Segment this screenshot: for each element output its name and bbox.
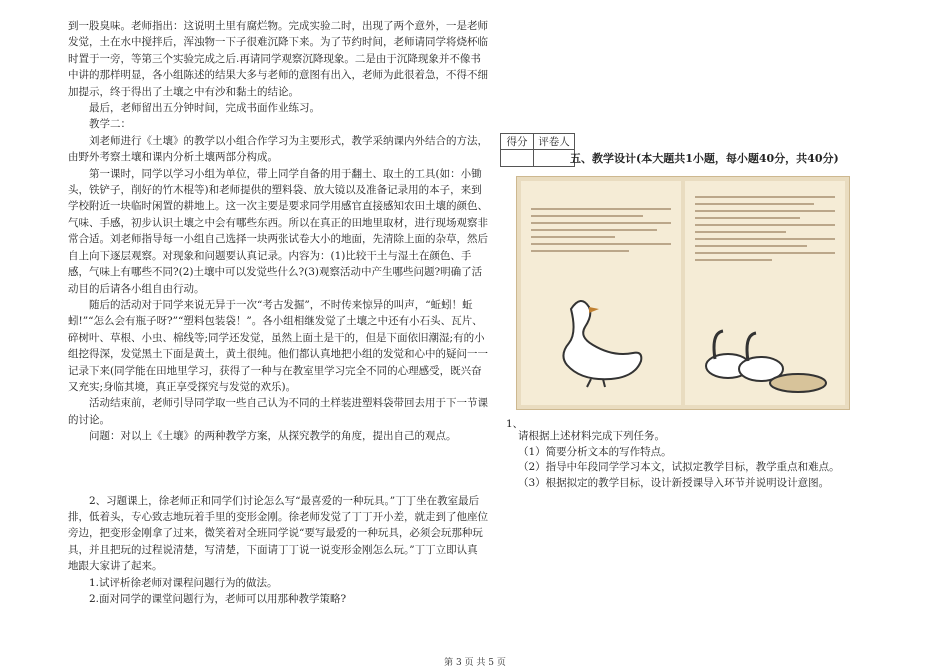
- paragraph-activity-end: 活动结束前，老师引导同学取一些自己认为不同的土样装进塑料袋带回去用于下一节课的讨论。: [68, 397, 488, 426]
- paragraph-final: 最后，老师留出五分钟时间，完成书面作业练习。: [89, 102, 320, 115]
- paragraph-question-two: 2、习题课上，徐老师正和同学们讨论怎么写“最喜爱的一种玩具。”丁丁坐在教室最后排，低着头，专心致志地玩着手里的变形金刚。徐老师发觉了丁丁开小差，就走到了他座位旁边，把变形金刚拿了过来，微笑着对全班同学说“要写最爱的一种玩具，必须会玩那种玩具，并且把玩的过程说清楚，写清楚，下面请丁丁说一说变形金刚怎么玩。”丁丁立即认真地跟大家讲了起来。: [68, 494, 488, 573]
- paragraph-question: 问题：对以上《土壤》的两种教学方案，从探究教学的角度，提出自己的观点。: [89, 430, 457, 443]
- task-list: [518, 429, 858, 491]
- sub-question-1: 1.试评析徐老师对课程问题行为的做法。: [89, 576, 278, 589]
- score-box: [500, 133, 575, 167]
- paragraph-first-lesson: 第一课时，同学以学习小组为单位，带上同学自备的用于翻土、取土的工具(如：小锄头，铁铲子，削好的竹木棍等)和老师提供的塑料袋、放大镜以及准备记录用的本子，来到学校附近一块临时闲置的耕地上。这一次主要是要求同学用感官直接感知农田土壤的颜色、气味、手感，初步认识土壤之中会有哪些东西。所以在真正的田地里取材，进行现场观察非常合适。刘老师指导每一小组自己选择一块两张试卷大小的地面，先清除上面的杂草，然后自上向下逐层观察。对现象和问题要认真记录。内容为：(1)比较干土与湿土在颜色、手感，气味上有哪些不同?(2)土壤中可以发觉些什么?(3)观察活动中产生哪些问题?明确了活动目的后请各小组自由行动。: [68, 167, 488, 295]
- paragraph-teaching-two: 教学二：: [89, 118, 131, 131]
- textbook-image: [516, 176, 850, 410]
- reviewer-cell[interactable]: [534, 150, 575, 167]
- score-cell[interactable]: [501, 150, 534, 167]
- paragraph-liu: 刘老师进行《土壤》的教学以小组合作学习为主要形式，教学采纳课内外结合的方法，由野外考察土壤和课内分析土壤两部分构成。: [68, 134, 488, 164]
- task-3: （3）根据拟定的教学目标，设计新授课导入环节并说明设计意图。: [518, 476, 830, 489]
- section-title: 五、教学设计(本大题共1小题，每小题40分，共40分): [570, 152, 839, 165]
- page-footer: 第 3 页 共 5 页: [444, 658, 506, 668]
- task-2: （2）指导中年段同学学习本文，试拟定教学目标，教学重点和难点。: [518, 461, 840, 473]
- textbook-page-right: [685, 181, 845, 405]
- sub-question-2: 2.面对同学的课堂问题行为，老师可以用那种教学策略?: [89, 593, 347, 605]
- goose-illustration-left: [541, 289, 661, 389]
- paragraph-activity: 随后的活动对于同学来说无异于一次“考古发掘”，不时传来惊异的叫声，“蚯蚓！蚯蚓!”“怎么会有瓶子呀?”“塑料包装袋！”。各小组相继发觉了土壤之中还有小石头、瓦片、碎树叶、草根、小虫、棉线等;同学还发觉，虽然上面土是干的，但是下面依旧潮湿;有的小组挖得深，发觉黑土下面是黄土，黄土很纯。他们都认真地把小组的发觉和心中的疑问一一记录下来(同学能在田地里学习，获得了一种与在教室里学习完全不同的心理感受，既兴奋又充实;身临其境，真正享受探究与发觉的欢乐)。: [68, 298, 488, 393]
- paragraph-experiment: 到一股臭味。老师指出：这说明土里有腐烂物。完成实验二时，出现了两个意外，一是老师发觉，土在水中搅拌后，浑浊物一下子很难沉降下来。为了节约时间，老师请同学将烧杯临时置于一旁，等第三个实验完成之后.再请同学观察沉降现象。二是由于沉降现象并不像书中讲的那样明显，各小组陈述的结果大多与老师的意图有出入，老师为此很着急，不得不细加提示，终于得出了土壤之中有沙和黏土的结论。: [68, 20, 488, 98]
- task-1: （1）简要分析文本的写作特点。: [518, 445, 672, 458]
- reviewer-label: 评卷人: [534, 134, 575, 150]
- textbook-page-left: [521, 181, 681, 405]
- task-intro: 请根据上述材料完成下列任务。: [518, 430, 665, 442]
- goose-illustration-right: [693, 311, 843, 401]
- score-label: 得分: [501, 134, 534, 150]
- left-column: [68, 18, 488, 607]
- question-number: 1、: [506, 418, 524, 430]
